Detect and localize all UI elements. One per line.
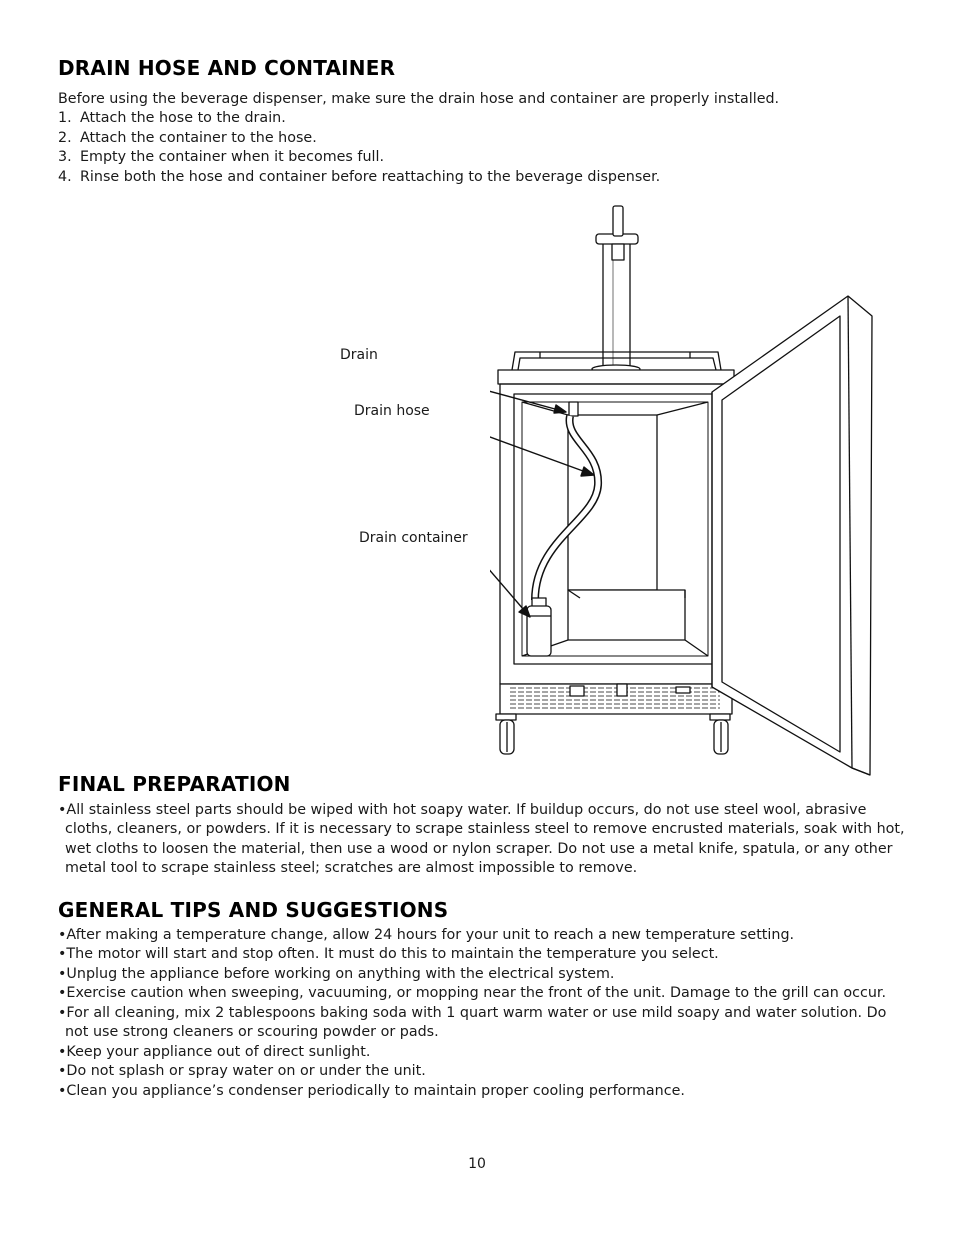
final-line: cloths, cleaners, or powders. If it is necessary to scrape stainless steel to remove encrusted materials, soak with hot, [65, 821, 905, 837]
caster-wheels [496, 714, 730, 754]
tip-line: •Exercise caution when sweeping, vacuuming, or mopping near the front of the unit. Damage to the grill can occur. [58, 985, 887, 1001]
callout-arrows [490, 362, 594, 617]
front-grill [500, 684, 732, 714]
tap-tower [592, 206, 640, 373]
section-title-drain: DRAIN HOSE AND CONTAINER [58, 56, 396, 80]
step-number: 2. [58, 130, 72, 146]
open-door [712, 296, 872, 775]
figure-label-drain-container: Drain container [359, 530, 468, 546]
step-text: Attach the hose to the drain. [80, 110, 286, 126]
figure-label-drain: Drain [340, 347, 378, 363]
figure-label-drain-hose: Drain hose [354, 403, 430, 419]
section-title-tips: GENERAL TIPS AND SUGGESTIONS [58, 898, 449, 922]
tip-line: •Clean you appliance’s condenser periodically to maintain proper cooling performance. [58, 1083, 685, 1099]
tip-line: •Do not splash or spray water on or under the unit. [58, 1063, 426, 1079]
drain-step [58, 129, 317, 148]
section-title-final: FINAL PREPARATION [58, 772, 291, 796]
page-number: 10 [468, 1156, 486, 1172]
drain-container [527, 598, 551, 656]
tip-line: •For all cleaning, mix 2 tablespoons baking soda with 1 quart warm water or use mild soapy and water solution. Do [58, 1005, 887, 1021]
drain-intro: Before using the beverage dispenser, make sure the drain hose and container are properly installed. [58, 91, 780, 107]
final-line: •All stainless steel parts should be wiped with hot soapy water. If buildup occurs, do not use steel wool, abrasive [58, 802, 867, 818]
final-line: wet cloths to loosen the material, then use a wood or nylon scraper. Do not use a metal knife, spatula, or any other [65, 841, 893, 857]
step-number: 4. [58, 169, 72, 185]
beverage-dispenser-illustration [490, 200, 880, 780]
tip-line: •After making a temperature change, allow 24 hours for your unit to reach a new temperature setting. [58, 927, 795, 943]
drain-step [58, 109, 286, 128]
step-text: Attach the container to the hose. [80, 130, 317, 146]
tip-line: not use strong cleaners or scouring powder or pads. [65, 1024, 439, 1040]
step-number: 3. [58, 149, 72, 165]
drain-hose [535, 402, 598, 600]
tip-line: •Keep your appliance out of direct sunlight. [58, 1044, 371, 1060]
step-text: Empty the container when it becomes full. [80, 149, 384, 165]
drain-step [58, 168, 660, 187]
drain-step [58, 148, 384, 167]
step-text: Rinse both the hose and container before reattaching to the beverage dispenser. [80, 169, 661, 185]
final-line: metal tool to scrape stainless steel; scratches are almost impossible to remove. [65, 860, 638, 876]
step-number: 1. [58, 110, 72, 126]
tip-line: •The motor will start and stop often. It must do this to maintain the temperature you select. [58, 946, 719, 962]
tip-line: •Unplug the appliance before working on anything with the electrical system. [58, 966, 615, 982]
